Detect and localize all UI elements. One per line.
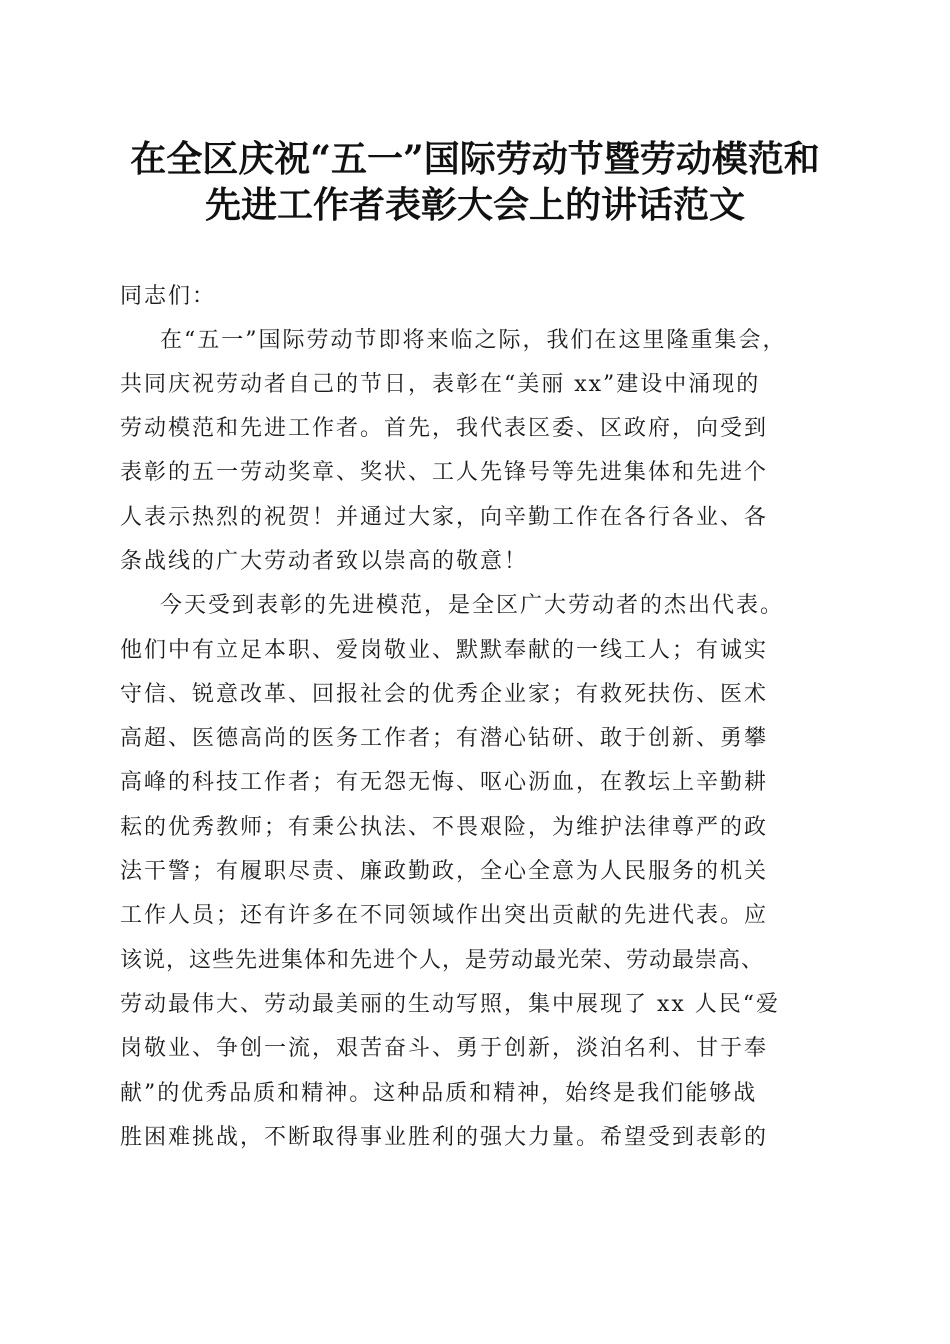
paragraph-line: 他们中有立足本职、爱岗敬业、默默奉献的一线工人；有诚实 — [120, 638, 769, 663]
paragraph-line: 劳动最伟大、劳动最美丽的生动写照，集中展现了 xx 人民“爱 — [120, 992, 781, 1017]
paragraph-line: 今天受到表彰的先进模范，是全区广大劳动者的杰出代表。 — [160, 593, 785, 618]
document-title-line-1: 在全区庆祝“五一”国际劳动节暨劳动模范和 — [130, 138, 820, 180]
paragraph-line: 胜困难挑战，不断取得事业胜利的强大力量。希望受到表彰的 — [120, 1125, 769, 1150]
paragraph-line: 守信、锐意改革、回报社会的优秀企业家；有救死扶伤、医术 — [120, 682, 769, 707]
paragraph-line: 工作人员；还有许多在不同领域作出突出贡献的先进代表。应 — [120, 903, 769, 928]
paragraph-line: 献”的优秀品质和精神。这种品质和精神，始终是我们能够战 — [120, 1081, 758, 1106]
paragraph-line: 高峰的科技工作者；有无怨无悔、呕心沥血，在教坛上辛勤耕 — [120, 770, 769, 795]
paragraph-line: 共同庆祝劳动者自己的节日，表彰在“美丽 xx”建设中涌现的 — [120, 372, 761, 397]
paragraph-line: 人表示热烈的祝贺！并通过大家，向辛勤工作在各行各业、各 — [120, 505, 769, 530]
paragraph-line: 在“五一”国际劳动节即将来临之际，我们在这里隆重集会， — [160, 328, 787, 353]
paragraph-line: 表彰的五一劳动奖章、奖状、工人先锋号等先进集体和先进个 — [120, 460, 769, 485]
paragraph-line: 岗敬业、争创一流，艰苦奋斗、勇于创新，淡泊名利、甘于奉 — [120, 1036, 769, 1061]
paragraph-line: 劳动模范和先进工作者。首先，我代表区委、区政府，向受到 — [120, 416, 769, 441]
paragraph-line: 该说，这些先进集体和先进个人，是劳动最光荣、劳动最崇高、 — [120, 948, 765, 973]
paragraph-line: 高超、医德高尚的医务工作者；有潜心钻研、敢于创新、勇攀 — [120, 726, 769, 751]
document-title-line-2: 先进工作者表彰大会上的讲话范文 — [204, 184, 745, 226]
salutation: 同志们： — [120, 284, 217, 309]
paragraph-line: 法干警；有履职尽责、廉政勤政，全心全意为人民服务的机关 — [120, 859, 769, 884]
paragraph-line: 条战线的广大劳动者致以崇高的敬意！ — [120, 549, 529, 574]
paragraph-line: 耘的优秀教师；有秉公执法、不畏艰险，为维护法律尊严的政 — [120, 815, 769, 840]
